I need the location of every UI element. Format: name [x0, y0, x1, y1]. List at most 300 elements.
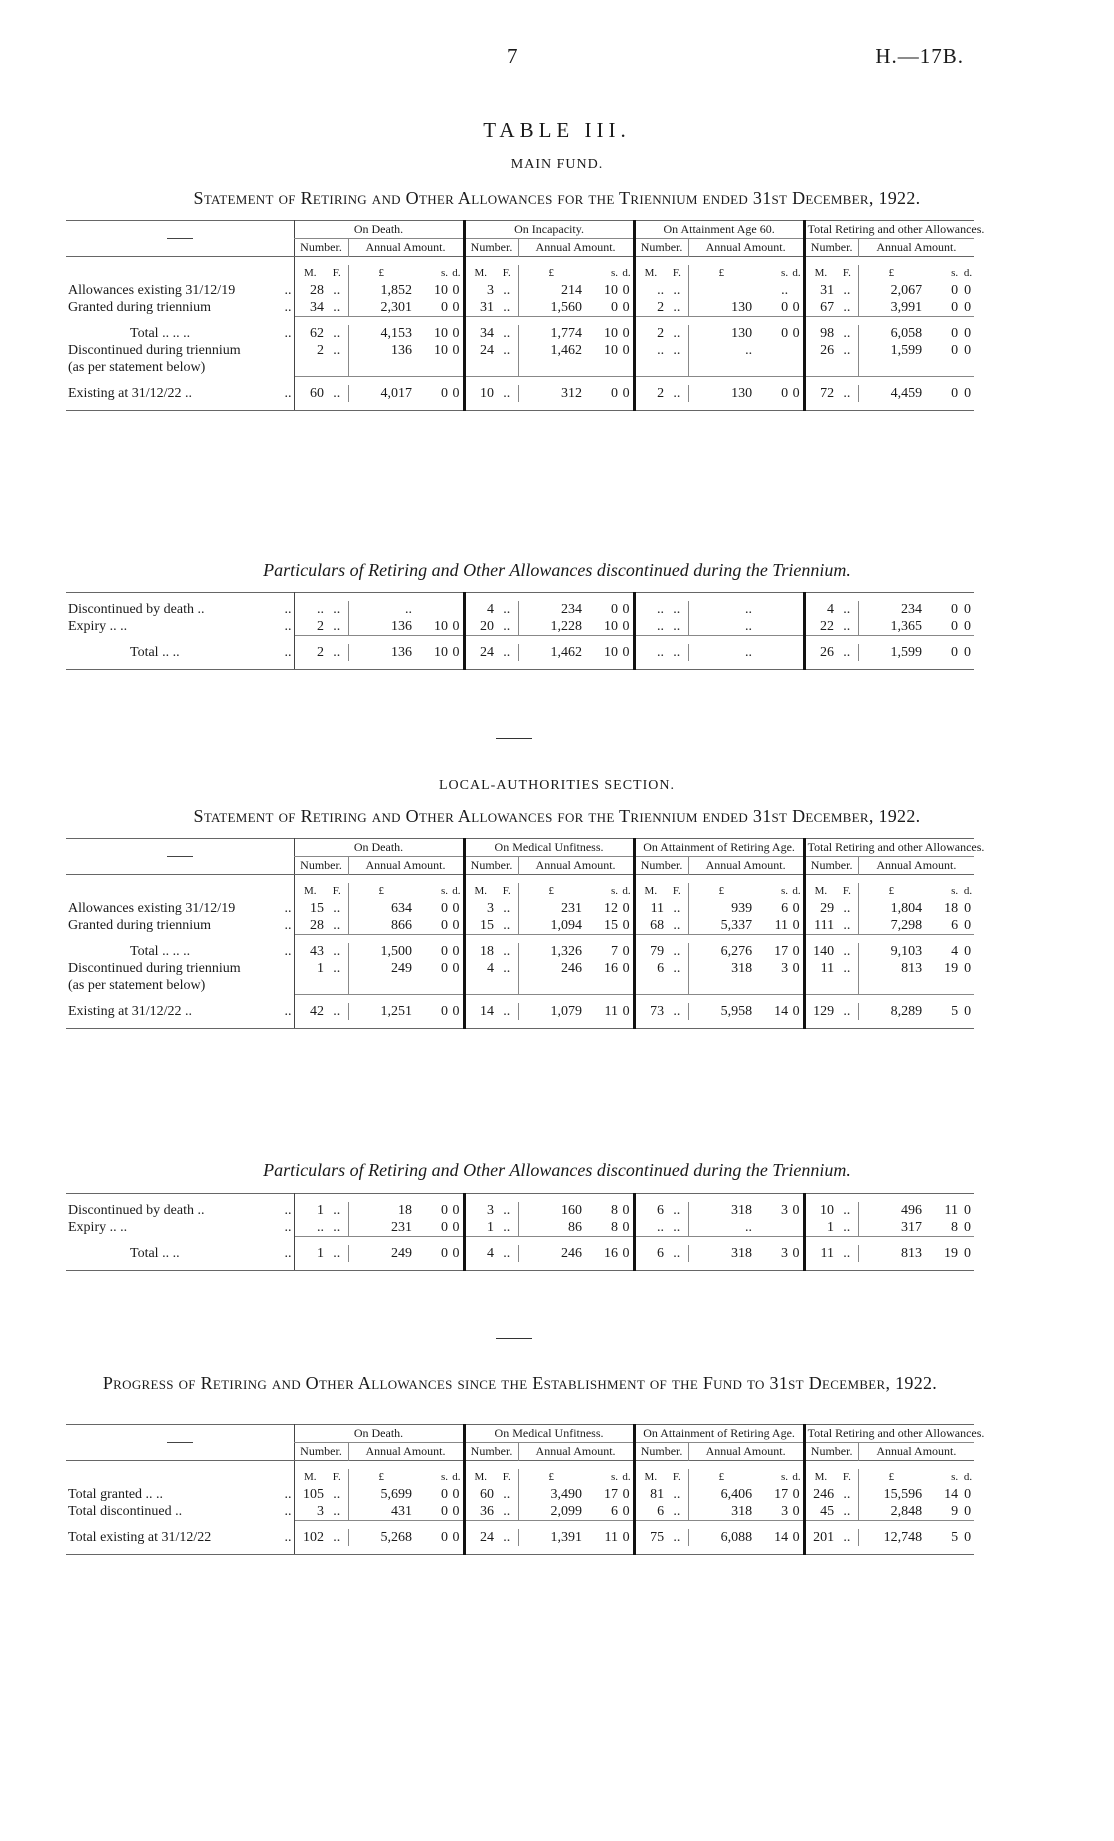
unit-header-l: £ [718, 267, 725, 279]
cell-f: .. [326, 385, 348, 402]
amount-col-header: Annual Amount. [535, 240, 616, 254]
s3-main-row [66, 1503, 974, 1521]
cell-f: .. [496, 1486, 518, 1503]
unit-header-d: d. [792, 267, 801, 279]
cell-m: .. [294, 601, 326, 618]
cell-shillings: 3 [781, 1203, 788, 1218]
cell-m: 102 [294, 1529, 326, 1546]
s2-group-header-1: On Death. [294, 839, 464, 857]
cell-f: .. [496, 325, 518, 342]
cell-pence: 0 [622, 385, 630, 401]
unit-header-s: s. [440, 885, 448, 897]
cell-pounds: 231 [561, 901, 583, 916]
cell-pounds: 15,596 [883, 1487, 923, 1502]
cell-shillings: 0 [611, 602, 618, 617]
cell-pounds: 1,462 [550, 645, 582, 660]
cell-m: .. [634, 1219, 666, 1237]
unit-header-f: F. [326, 1469, 348, 1486]
cell-shillings: 4 [951, 944, 959, 959]
cell-f: .. [666, 943, 688, 960]
cell-m: 3 [464, 282, 496, 299]
cell-pounds: 496 [901, 1203, 922, 1218]
cell-shillings: 0 [781, 385, 789, 401]
cell-pence: 0 [622, 944, 630, 959]
unit-header-m: M. [634, 1469, 666, 1486]
cell-f: .. [326, 1219, 348, 1237]
unit-header-m: M. [464, 1469, 496, 1486]
row-leader: .. [284, 1530, 292, 1545]
cell-f: .. [666, 618, 688, 636]
unit-header-d: d. [622, 267, 631, 279]
cell-shillings [754, 1219, 790, 1237]
s1-main-table [66, 220, 985, 411]
s2-main-table [66, 838, 985, 1029]
row-leader: .. [284, 901, 292, 916]
cell-shillings: 0 [951, 300, 959, 315]
cell-shillings: 12 [604, 901, 619, 916]
unit-header-s: s. [440, 267, 448, 279]
cell-m: 15 [294, 900, 326, 917]
cell-f: .. [666, 385, 688, 402]
cell-shillings: 11 [774, 918, 789, 933]
cell-f: .. [326, 1529, 348, 1546]
cell-m: 45 [804, 1503, 836, 1521]
cell-m: 79 [634, 943, 666, 960]
cell-pounds: 317 [901, 1220, 922, 1235]
cell-shillings [754, 618, 790, 636]
s1-main-row [66, 299, 974, 317]
cell-m: 18 [464, 943, 496, 960]
cell-f: .. [496, 385, 518, 402]
cell-shillings: 3 [781, 961, 789, 976]
cell-m: 2 [634, 299, 666, 317]
cell-m: .. [294, 1219, 326, 1237]
unit-header-l: £ [888, 267, 895, 279]
unit-header-m: M. [294, 883, 326, 900]
cell-pounds: 1,560 [550, 300, 583, 315]
cell-pence: 0 [622, 343, 630, 358]
cell-pence: 0 [452, 645, 460, 660]
cell-shillings: 0 [611, 300, 619, 315]
cell-shillings: 5 [951, 1530, 959, 1545]
cell-pence: 0 [452, 385, 460, 401]
cell-pounds: 634 [391, 901, 412, 916]
cell-f: .. [836, 943, 858, 960]
cell-f: .. [496, 644, 518, 661]
cell-shillings: 0 [951, 343, 959, 358]
cell-f: .. [836, 644, 858, 661]
unit-header-d: d. [792, 885, 801, 897]
cell-pence: 0 [792, 961, 800, 976]
cell-m: 2 [294, 644, 326, 661]
cell-m: 60 [294, 385, 326, 402]
s2-main-row [66, 917, 974, 935]
cell-pence: 0 [792, 1003, 800, 1019]
unit-header-s: s. [610, 885, 619, 897]
cell-f: .. [836, 1245, 858, 1262]
page-header [0, 44, 1114, 74]
cell-pounds: 214 [561, 283, 583, 298]
cell-shillings: 10 [604, 283, 619, 298]
cell-shillings: 19 [944, 1246, 958, 1261]
unit-header-f: F. [836, 1469, 858, 1486]
unit-header-m: M. [804, 1469, 836, 1486]
cell-pence: 0 [792, 1246, 800, 1261]
cell-f: .. [666, 1503, 688, 1521]
cell-f: .. [666, 917, 688, 935]
unit-header-l: £ [888, 1471, 895, 1483]
cell-f: .. [496, 1245, 518, 1262]
cell-f: .. [666, 1202, 688, 1219]
unit-header-l: £ [378, 1471, 384, 1483]
amount-col-header: Annual Amount. [365, 1444, 446, 1458]
table-number: TABLE III. [483, 118, 631, 142]
cell-pounds: 6,088 [720, 1530, 753, 1545]
cell-pence: 0 [964, 619, 971, 634]
unit-header-d: d. [622, 885, 631, 897]
amount-col-header: Annual Amount. [705, 858, 786, 872]
cell-pounds: 1,079 [550, 1003, 583, 1019]
cell-f: .. [496, 618, 518, 636]
s2-main-row [66, 960, 974, 994]
unit-header-s: s. [610, 1471, 619, 1483]
cell-m: 42 [294, 1003, 326, 1020]
s1-row-label: Total .. .. .. [130, 326, 191, 341]
cell-pounds: 246 [561, 961, 583, 976]
unit-header-d: d. [452, 885, 461, 897]
s1-group-header-3: On Attainment Age 60. [634, 221, 804, 239]
cell-shillings: 8 [611, 1203, 618, 1218]
cell-m: 105 [294, 1486, 326, 1503]
row-leader: .. [284, 619, 292, 635]
cell-pence: 0 [622, 1003, 630, 1019]
unit-header-l: £ [378, 267, 384, 279]
unit-header-f: F. [326, 883, 348, 900]
divider [496, 738, 532, 739]
amount-col-header: Annual Amount. [535, 1444, 616, 1458]
cell-m: 4 [804, 601, 836, 618]
cell-pounds: 86 [568, 1220, 582, 1235]
cell-pounds: 5,699 [380, 1487, 412, 1502]
cell-pence: 0 [622, 1203, 630, 1218]
cell-shillings: 0 [441, 961, 448, 976]
cell-pounds: 7,298 [890, 918, 923, 933]
cell-f: .. [496, 342, 518, 376]
cell-pounds: 3,991 [890, 300, 923, 315]
cell-m: 31 [464, 299, 496, 317]
cell-m: .. [634, 618, 666, 636]
cell-pounds: 249 [391, 1246, 412, 1261]
cell-pence [790, 618, 804, 636]
unit-header-m: M. [804, 883, 836, 900]
number-col-header: Number. [634, 1443, 688, 1461]
cell-pence [450, 601, 464, 618]
cell-f: .. [326, 1003, 348, 1020]
cell-shillings: 11 [604, 1530, 619, 1545]
s1-main-grid [66, 220, 985, 411]
row-leader: .. [284, 1003, 292, 1019]
s2-main-grid [66, 838, 985, 1029]
cell-f: .. [326, 960, 348, 994]
cell-f: .. [836, 601, 858, 618]
cell-m: 68 [634, 917, 666, 935]
unit-header-f: F. [666, 883, 688, 900]
cell-pence: 0 [452, 343, 460, 358]
s1-main-row [66, 325, 974, 342]
cell-f: .. [836, 1003, 858, 1020]
s3-group-header-1: On Death. [294, 1425, 464, 1443]
number-col-header: Number. [294, 239, 348, 257]
cell-pounds: 130 [731, 300, 753, 315]
cell-pounds: .. [745, 602, 752, 617]
row-leader: .. [284, 944, 292, 959]
cell-pence: 0 [452, 283, 460, 298]
cell-m: 6 [634, 1503, 666, 1521]
cell-shillings: 0 [441, 1203, 448, 1218]
cell-f: .. [666, 1003, 688, 1020]
s1-row-label: Allowances existing 31/12/19 [68, 283, 236, 298]
unit-header-f: F. [666, 1469, 688, 1486]
s1-row-label: Total .. .. [130, 645, 180, 660]
cell-shillings: .. [781, 283, 789, 298]
cell-pounds: 1,500 [380, 944, 412, 959]
cell-m: 98 [804, 325, 836, 342]
cell-f: .. [666, 601, 688, 618]
cell-pence: 0 [964, 300, 972, 315]
cell-shillings: 0 [441, 300, 448, 315]
cell-pounds: 12,748 [883, 1530, 923, 1545]
cell-m: 6 [634, 1245, 666, 1262]
cell-f: .. [496, 1503, 518, 1521]
cell-shillings: 19 [944, 961, 959, 976]
cell-shillings: 0 [951, 645, 958, 660]
unit-header-f: F. [666, 265, 688, 282]
cell-shillings: 3 [781, 1504, 789, 1519]
unit-header-f: F. [496, 1469, 518, 1486]
cell-pence: 0 [452, 619, 460, 634]
cell-pence: 0 [452, 326, 460, 341]
cell-f: .. [326, 618, 348, 636]
unit-header-s: s. [951, 1471, 959, 1483]
s2-row-label: Total .. .. [130, 1246, 180, 1261]
cell-pence: 0 [622, 961, 630, 976]
cell-pence [790, 1219, 804, 1237]
cell-m: 28 [294, 282, 326, 299]
cell-pounds: 312 [561, 385, 583, 401]
amount-col-header: Annual Amount. [876, 240, 957, 254]
cell-f: .. [326, 917, 348, 935]
cell-pounds: 1,804 [890, 901, 923, 916]
cell-m: 6 [634, 960, 666, 994]
cell-m: 75 [634, 1529, 666, 1546]
cell-pounds: .. [405, 602, 412, 617]
cell-shillings: 10 [434, 619, 448, 634]
cell-pence: 0 [622, 283, 630, 298]
cell-pence: 0 [792, 901, 800, 916]
cell-pence: 0 [622, 1504, 630, 1519]
cell-pence: 0 [964, 1504, 972, 1519]
cell-pounds: .. [745, 343, 753, 358]
cell-pounds: 6,406 [720, 1487, 753, 1502]
cell-shillings: 0 [441, 901, 448, 916]
cell-f: .. [496, 1202, 518, 1219]
cell-shillings: 0 [441, 944, 448, 959]
cell-pence: 0 [964, 1220, 971, 1235]
cell-m: 1 [294, 1202, 326, 1219]
unit-header-m: M. [464, 265, 496, 282]
cell-m: .. [634, 644, 666, 661]
cell-f: .. [326, 325, 348, 342]
unit-header-d: d. [792, 1471, 801, 1483]
s3-row-label: Total granted .. .. [68, 1487, 164, 1502]
cell-m: 11 [634, 900, 666, 917]
s2-group-header-2: On Medical Unfitness. [464, 839, 634, 857]
unit-header-m: M. [294, 265, 326, 282]
cell-f: .. [496, 960, 518, 994]
number-col-header: Number. [634, 857, 688, 875]
unit-header-d: d. [963, 1471, 973, 1483]
cell-shillings: 0 [441, 918, 448, 933]
s2-title: Statement of Retiring and Other Allowances for the Triennium ended 31st December, 1922. [193, 806, 921, 826]
unit-header-l: £ [718, 885, 725, 897]
cell-pence: 0 [964, 1530, 972, 1545]
cell-pence: 0 [964, 1003, 972, 1019]
cell-pence: 0 [452, 300, 460, 315]
s2-row-label: Existing at 31/12/22 .. [68, 1003, 193, 1019]
cell-shillings: 0 [441, 1003, 448, 1019]
cell-m: 26 [804, 644, 836, 661]
row-leader: .. [284, 918, 292, 934]
cell-shillings: 11 [944, 1203, 958, 1218]
unit-header-f: F. [496, 265, 518, 282]
s3-group-header-2: On Medical Unfitness. [464, 1425, 634, 1443]
cell-m: 111 [804, 917, 836, 935]
cell-shillings: 17 [774, 944, 789, 959]
cell-f: .. [836, 1503, 858, 1521]
cell-pence: 0 [792, 1487, 800, 1502]
cell-m: 24 [464, 342, 496, 376]
cell-pence: 0 [452, 1220, 460, 1235]
s1-particulars-title: Particulars of Retiring and Other Allowances discontinued during the Triennium. [263, 560, 851, 580]
cell-shillings: 5 [951, 1003, 959, 1019]
cell-m: 31 [804, 282, 836, 299]
cell-f: .. [666, 299, 688, 317]
cell-pence: 0 [622, 602, 630, 617]
unit-header-m: M. [464, 883, 496, 900]
cell-pence [790, 601, 804, 618]
cell-pence: 0 [964, 944, 972, 959]
cell-pence: 0 [792, 385, 800, 401]
cell-shillings: 0 [441, 1487, 448, 1502]
cell-pence: 0 [964, 602, 971, 617]
cell-pence: 0 [964, 918, 972, 933]
row-leader: .. [284, 283, 292, 298]
s3-group-header-3: On Attainment of Retiring Age. [634, 1425, 804, 1443]
cell-pence: 0 [622, 1246, 630, 1261]
amount-col-header: Annual Amount. [535, 858, 616, 872]
number-col-header: Number. [804, 857, 858, 875]
cell-pounds: 2,099 [550, 1504, 583, 1519]
header-dash [66, 1425, 294, 1461]
cell-pence: 0 [452, 1246, 460, 1261]
cell-f: .. [496, 900, 518, 917]
s3-row-label: Total discontinued .. [68, 1504, 183, 1520]
cell-f: .. [836, 299, 858, 317]
cell-m: 140 [804, 943, 836, 960]
number-col-header: Number. [294, 857, 348, 875]
cell-pounds: 136 [391, 619, 412, 634]
s2-section-title: LOCAL-AUTHORITIES SECTION. [439, 778, 675, 793]
cell-pounds: 813 [901, 961, 923, 976]
s1-row-label: Granted during triennium [68, 300, 212, 316]
row-leader: .. [284, 602, 292, 617]
cell-pence: 0 [964, 961, 972, 976]
s1-main-row [66, 282, 974, 299]
cell-pence: 0 [452, 1504, 460, 1519]
cell-pounds: 4,459 [890, 385, 923, 401]
cell-f: .. [666, 1219, 688, 1237]
cell-pounds: 2,301 [380, 300, 412, 315]
cell-pounds: 9,103 [890, 944, 923, 959]
cell-m: 6 [634, 1202, 666, 1219]
cell-f: .. [836, 960, 858, 994]
cell-shillings: 10 [434, 283, 448, 298]
cell-f: .. [836, 900, 858, 917]
cell-pounds: 160 [561, 1203, 582, 1218]
cell-f: .. [496, 943, 518, 960]
cell-pence: 0 [622, 918, 630, 933]
cell-m: 22 [804, 618, 836, 636]
cell-f: .. [836, 917, 858, 935]
unit-header-d: d. [963, 267, 973, 279]
cell-m: 24 [464, 644, 496, 661]
cell-pounds: .. [745, 619, 752, 634]
s1-title: Statement of Retiring and Other Allowances for the Triennium ended 31st December, 1922. [193, 188, 921, 208]
unit-header-s: s. [951, 885, 959, 897]
cell-m: 36 [464, 1503, 496, 1521]
s1-row-label: Existing at 31/12/22 .. [68, 385, 193, 401]
cell-shillings: 14 [774, 1530, 789, 1545]
cell-pence: 0 [452, 901, 460, 916]
cell-shillings: 10 [604, 326, 619, 341]
cell-f: .. [326, 1503, 348, 1521]
unit-header-m: M. [804, 265, 836, 282]
cell-pence: 0 [452, 1003, 460, 1019]
amount-col-header: Annual Amount. [365, 858, 446, 872]
s3-main-table [66, 1424, 985, 1555]
cell-f: .. [326, 282, 348, 299]
s1-row-label: Expiry .. .. [68, 619, 128, 635]
s2-particulars-table [66, 1193, 974, 1271]
unit-header-f: F. [496, 883, 518, 900]
unit-header-s: s. [781, 267, 789, 279]
cell-pounds: 231 [391, 1220, 412, 1235]
cell-shillings [414, 601, 450, 618]
cell-m: 1 [294, 960, 326, 994]
cell-shillings: 0 [611, 385, 619, 401]
row-leader [254, 960, 294, 994]
cell-pounds: 18 [398, 1203, 412, 1218]
unit-header-s: s. [781, 1471, 789, 1483]
cell-pounds: 318 [731, 961, 753, 976]
cell-pounds: 1,599 [890, 343, 923, 358]
s1-group-header-1: On Death. [294, 221, 464, 239]
cell-m: 20 [464, 618, 496, 636]
cell-pence: 0 [622, 1530, 630, 1545]
cell-m: 10 [464, 385, 496, 402]
cell-pounds: .. [745, 1220, 752, 1235]
unit-header-m: M. [634, 265, 666, 282]
